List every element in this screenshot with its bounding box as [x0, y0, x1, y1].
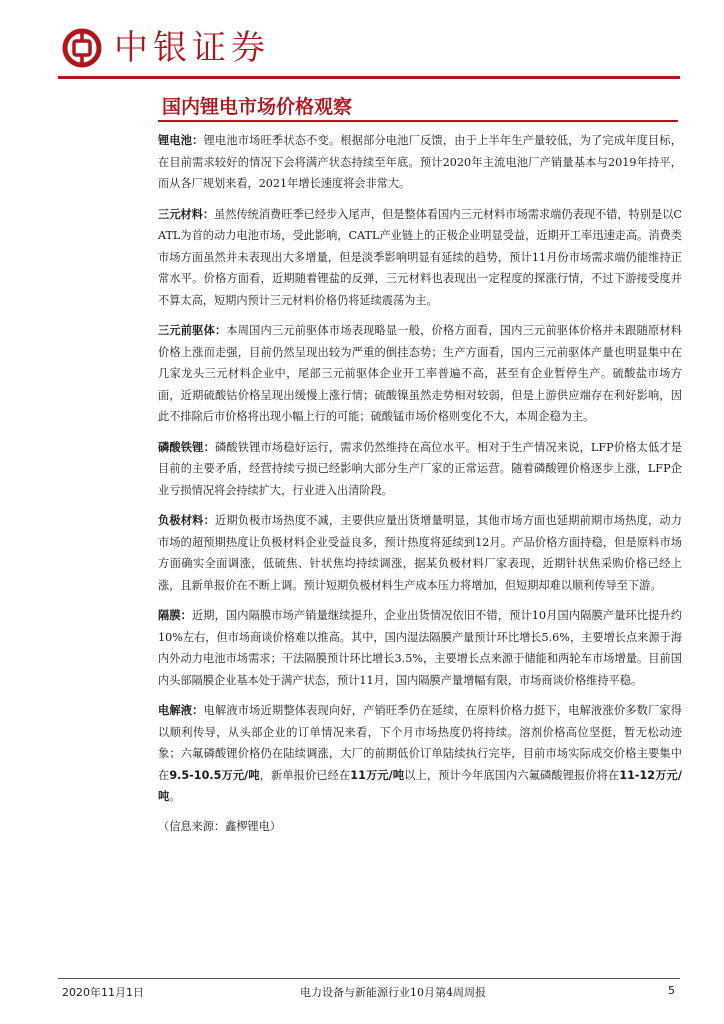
- paragraph-text: 虽然传统消费旺季已经步入尾声，但是整体看国内三元材料市场需求端仍表现不错，特别是以CATL为首的动力电池市场，受此影响，CATL产业链上的正极企业明显受益，近期开工率迅速走高。消费类市场方面虽然并未表现出大多增量，但是淡季影响明显有延续的趋势，预计11月份市场需求端仍能维持正常水平。价格方面看，近期随着锂盐的反弹，三元材料也表现出一定程度的探涨行情，不过下游接受度并不算太高，短期内预计三元材料价格仍将延续震荡为主。: [158, 207, 682, 307]
- footer-date: 2020年11月1日: [62, 986, 144, 999]
- paragraph-list: [158, 130, 682, 808]
- paragraph: [158, 437, 682, 502]
- paragraph-text: 磷酸铁锂市场稳好运行，需求仍然维持在高位水平。相对于生产情况来说，LFP价格太低才是目前的主要矛盾，经营持续亏损已经影响大部分生产厂家的正常运营。随着磷酸锂价格逐步上涨，LFP企业亏损情况将会持续扩大，行业进入出清阶段。: [158, 440, 682, 497]
- section-title: 国内锂电市场价格观察: [162, 96, 353, 118]
- paragraph-text: ，新单报价已经在: [259, 768, 351, 782]
- paragraph-lead: 锂电池：: [158, 134, 204, 147]
- paragraph-text: 。: [169, 790, 181, 803]
- header: [62, 26, 270, 70]
- paragraph: [158, 204, 682, 312]
- footer-report-title: 电力设备与新能源行业10月第4周周报: [300, 986, 486, 999]
- paragraph: [158, 130, 682, 195]
- paragraph: [158, 320, 682, 428]
- footer-divider: [58, 978, 680, 979]
- boc-logo-icon: [62, 28, 102, 68]
- report-body: [158, 130, 682, 837]
- paragraph-lead: 三元前驱体：: [158, 324, 227, 337]
- paragraph-text: 锂电池市场旺季状态不变。根据部分电池厂反馈，由于上半年生产量较低，为了完成年度目标，在目前需求较好的情况下会将满产状态持续至年底。预计2020年主流电池厂产销量基本与2019年持平，而从各厂规划来看，2021年增长速度将会非常大。: [158, 134, 682, 190]
- paragraph-text: 电解液市场近期整体表现向好，产销旺季仍在延续，在原料价格力挺下，电解液涨价多数厂家得以顺利传导，从头部企业的订单情况来看，下个月市场热度仍将持续。溶剂价格高位坚挺，暂无松动迹象；六氟磷酸锂价格仍在陆续调涨，大厂的前期低价订单陆续执行完毕，目前市场实际成交价格主要集中在: [158, 704, 682, 782]
- brand-name: 中银证券: [114, 28, 270, 68]
- paragraph-lead: 负极材料：: [158, 514, 215, 527]
- paragraph-emphasis: 9.5-10.5万元/吨: [169, 768, 260, 782]
- paragraph-lead: 电解液：: [158, 704, 204, 717]
- paragraph-text: 近期，国内隔膜市场产销量继续提升，企业出货情况依旧不错，预计10月国内隔膜产量环比提升约10%左右，但市场商谈价格难以推高。其中，国内湿法隔膜产量预计环比增长5.6%，主要增长点来源于海内外动力电池市场需求；干法隔膜预计环比增长3.5%，主要增长点来源于储能和两轮车市场增量。目前国内头部隔膜企业基本处于满产状态，预计11月，国内隔膜产量增幅有限，市场商谈价格维持平稳。: [158, 609, 682, 687]
- paragraph-lead: 三元材料：: [158, 207, 215, 221]
- paragraph-text: 本周国内三元前驱体市场表现略显一般，价格方面看，国内三元前驱体价格并未跟随原材料价格上涨而走强，目前仍然呈现出较为严重的倒挂态势；生产方面看，国内三元前驱体产量也明显集中在几家龙头三元材料企业中，尾部三元前驱体企业开工率普遍不高，甚至有企业暂停生产。硫酸盐市场方面，近期硫酸钴价格呈现出缓慢上涨行情；硫酸镍虽然走势相对较弱，但是上游供应端存在利好影响，因此不排除后市价格将出现小幅上行的可能；硫酸锰市场价格则变化不大，本周企稳为主。: [158, 324, 682, 423]
- paragraph-emphasis: 11-12万元/吨: [158, 768, 682, 803]
- header-divider: [58, 76, 680, 79]
- title-divider: [158, 120, 678, 122]
- paragraph-emphasis: 11万元/吨: [350, 768, 405, 782]
- paragraph-lead: 磷酸铁锂：: [158, 440, 215, 454]
- paragraph: [158, 605, 682, 691]
- page-number: 5: [668, 984, 675, 997]
- paragraph: [158, 700, 682, 808]
- paragraph: [158, 510, 682, 596]
- paragraph-text: 以上，预计今年底国内六氟磷酸锂报价将在: [404, 768, 620, 782]
- paragraph-lead: 隔膜：: [158, 609, 192, 622]
- source-note: （信息来源：鑫椤锂电）: [158, 819, 282, 833]
- paragraph-text: 近期负极市场热度不减，主要供应量出货增量明显，其他市场方面也延期前期市场热度，动力市场的超预期热度让负极材料企业受益良多，预计热度将延续到12月。产品价格方面持稳，但是原料市场方面确实全面调涨，低硫焦、针状焦均持续调涨，据某负极材料厂家表现，近期针状焦采购价格已经上涨，且新单报价在不断上调。预计短期负极材料生产成本压力将增加，但短期却难以顺利传导至下游。: [158, 514, 682, 592]
